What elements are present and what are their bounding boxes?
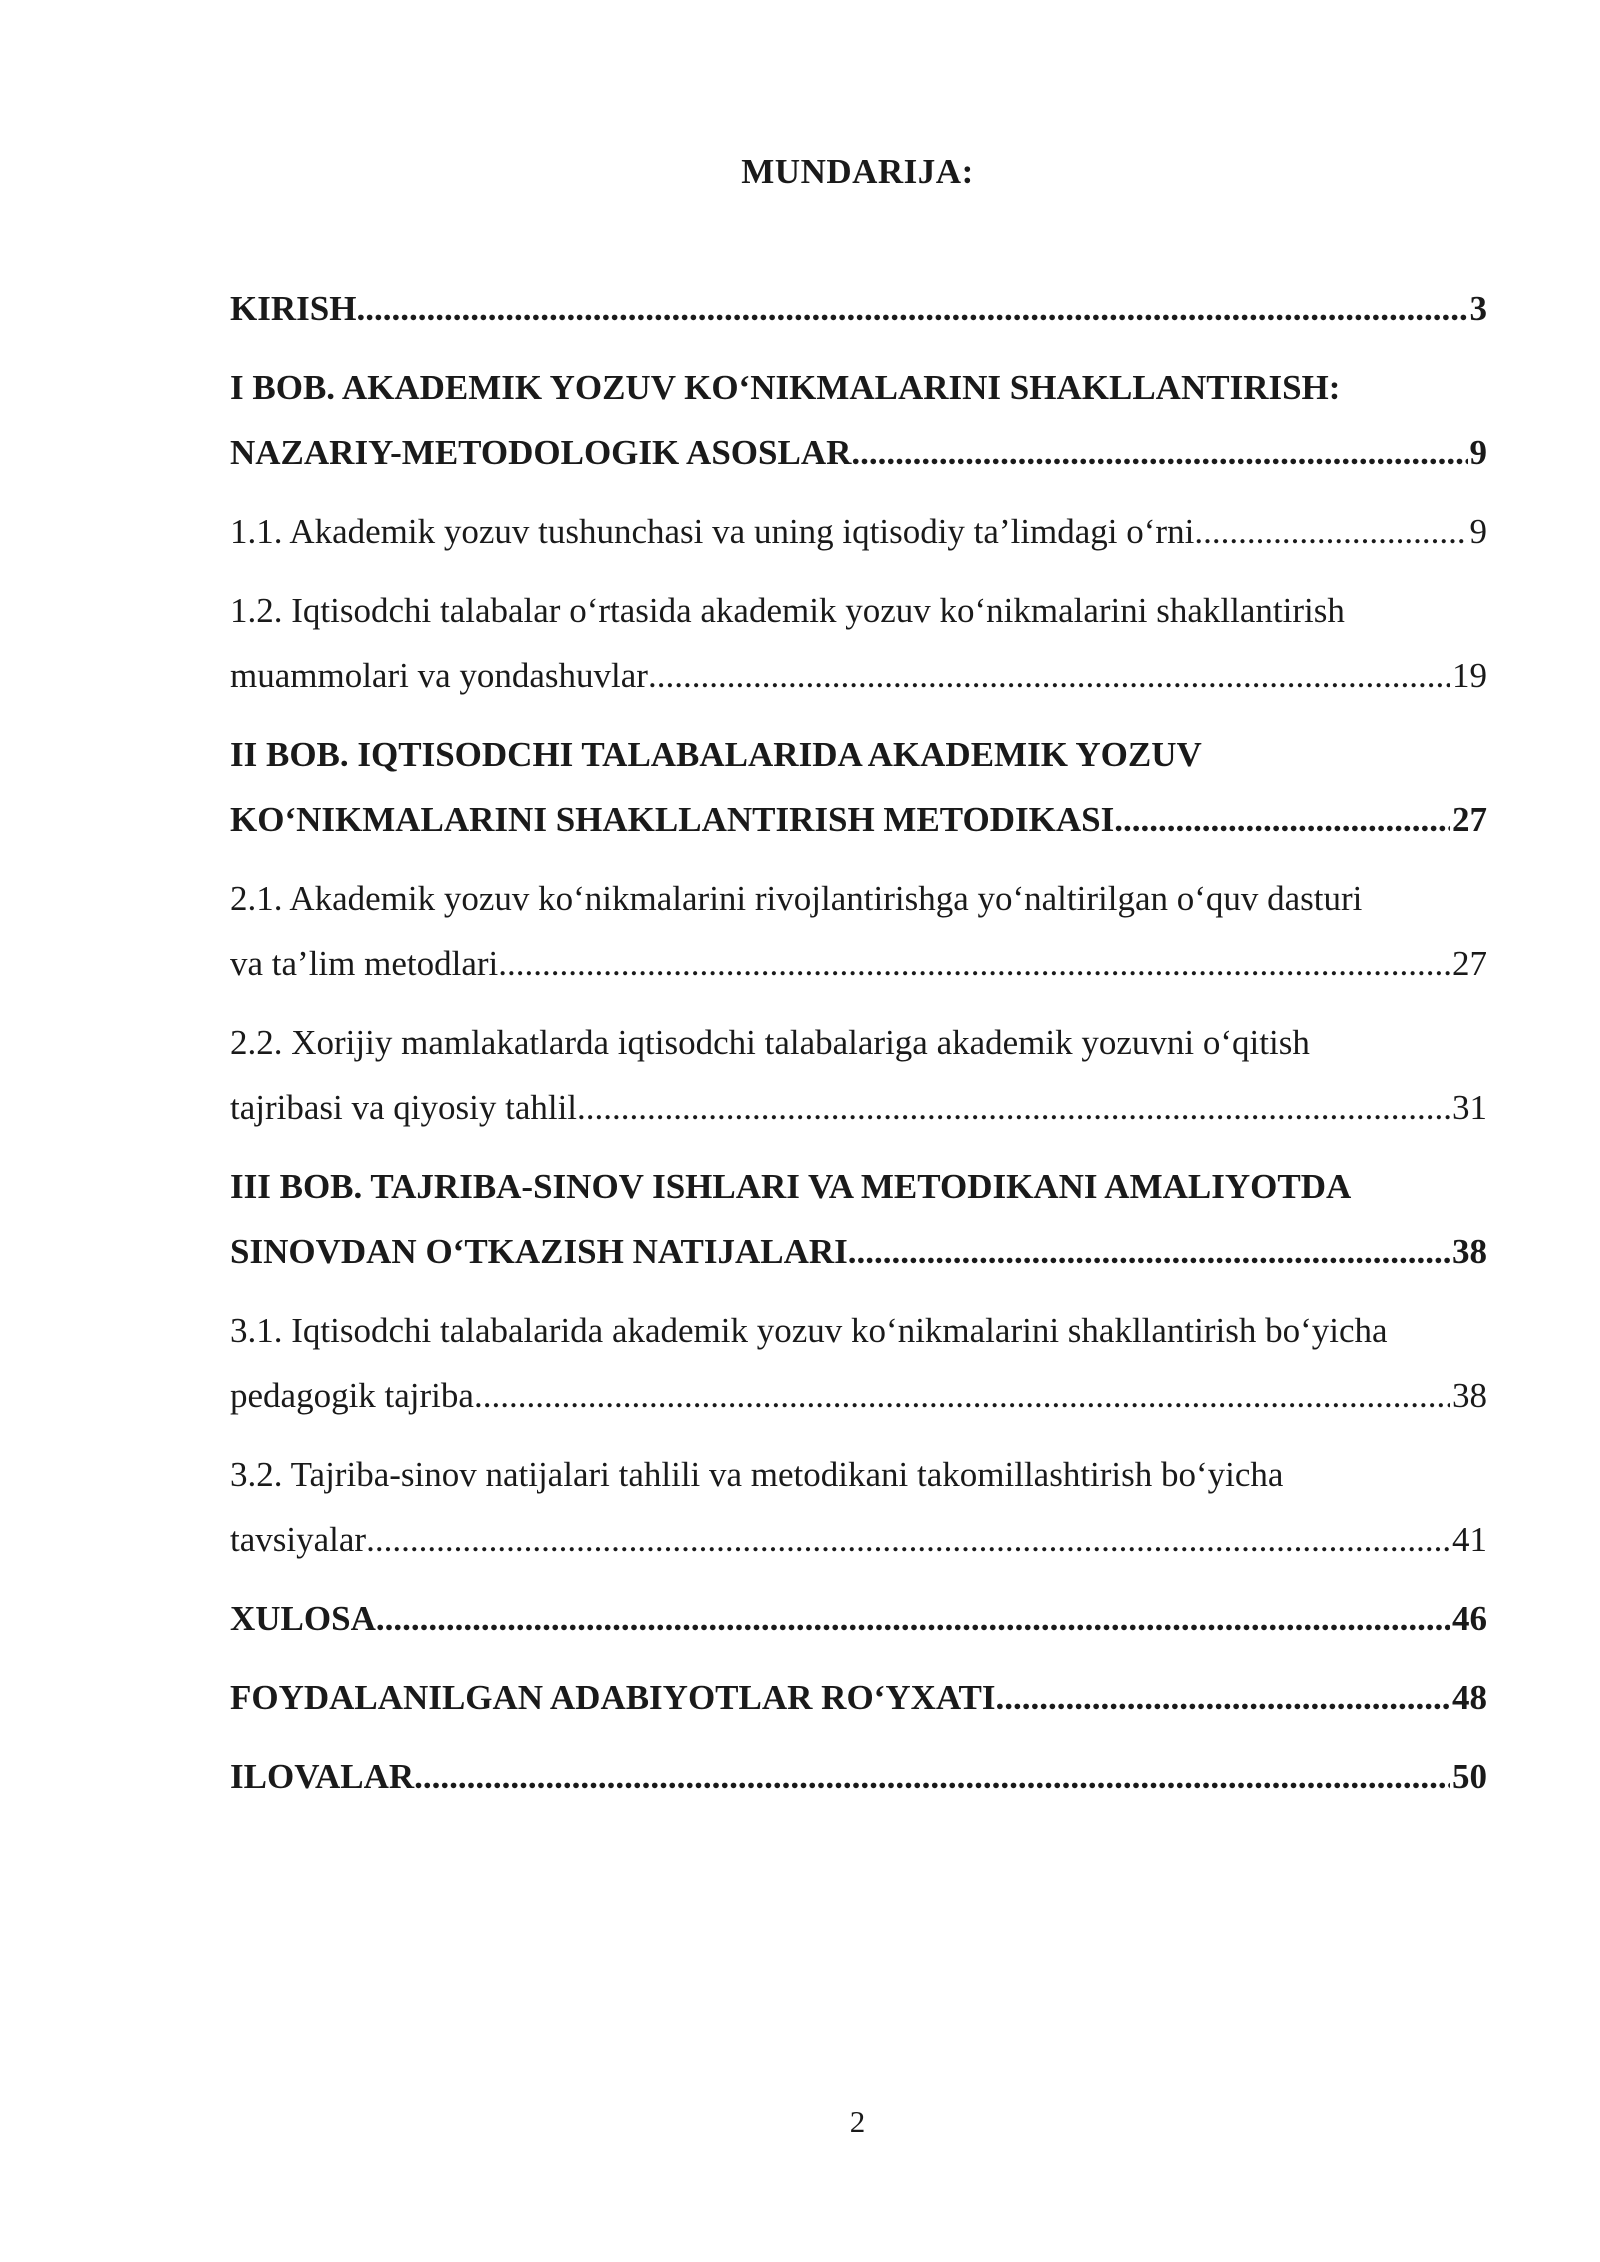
toc-page-number: 38 bbox=[1452, 1232, 1487, 1271]
toc-entry-title: XULOSA bbox=[230, 1599, 376, 1638]
toc-entry-title: va ta’lim metodlari bbox=[230, 944, 499, 983]
toc-page-number: 9 bbox=[1469, 433, 1487, 472]
toc-entry[interactable] bbox=[230, 355, 1487, 485]
dot-leader bbox=[648, 643, 1450, 708]
toc-page-number: 3 bbox=[1469, 289, 1487, 328]
toc-entry-title: tajribasi va qiyosiy tahlil bbox=[230, 1088, 578, 1127]
table-of-contents bbox=[230, 276, 1487, 1823]
toc-entry[interactable] bbox=[230, 1010, 1487, 1140]
toc-entry-text: II BOB. IQTISODCHI TALABALARIDA AKADEMIK YOZUV bbox=[230, 735, 1202, 774]
dot-leader bbox=[366, 1507, 1450, 1572]
dot-leader bbox=[498, 931, 1450, 996]
dot-leader bbox=[996, 1665, 1450, 1730]
toc-entry-title: 1.1. Akademik yozuv tushunchasi va uning iqtisodiy ta’limdagi o‘rni bbox=[230, 512, 1195, 551]
dot-leader bbox=[851, 420, 1467, 485]
toc-entry-title: tavsiyalar bbox=[230, 1520, 367, 1559]
toc-entry-text: 2.1. Akademik yozuv ko‘nikmalarini rivojlantirishga yo‘naltirilgan o‘quv dasturi bbox=[230, 879, 1363, 918]
toc-page-number: 41 bbox=[1452, 1520, 1487, 1559]
toc-entry-text: 3.1. Iqtisodchi talabalarida akademik yozuv ko‘nikmalarini shakllantirish bo‘yicha bbox=[230, 1311, 1388, 1350]
toc-page-number: 38 bbox=[1452, 1376, 1487, 1415]
toc-entry-title: FOYDALANILGAN ADABIYOTLAR RO‘YXATI bbox=[230, 1678, 996, 1717]
toc-entry-title: KIRISH bbox=[230, 289, 357, 328]
dot-leader bbox=[1114, 787, 1450, 852]
toc-page-number: 46 bbox=[1452, 1599, 1487, 1638]
toc-entry-text: I BOB. AKADEMIK YOZUV KO‘NIKMALARINI SHAKLLANTIRISH: bbox=[230, 368, 1341, 407]
toc-page-number: 27 bbox=[1452, 944, 1487, 983]
toc-entry-text: 1.2. Iqtisodchi talabalar o‘rtasida akademik yozuv ko‘nikmalarini shakllantirish bbox=[230, 591, 1345, 630]
toc-entry[interactable] bbox=[230, 1586, 1487, 1651]
toc-entry-title: muammolari va yondashuvlar bbox=[230, 656, 648, 695]
toc-page-number: 27 bbox=[1452, 800, 1487, 839]
toc-entry[interactable] bbox=[230, 499, 1487, 564]
dot-leader bbox=[474, 1363, 1450, 1428]
toc-entry-text: 3.2. Tajriba-sinov natijalari tahlili va metodikani takomillashtirish bo‘yicha bbox=[230, 1455, 1284, 1494]
dot-leader bbox=[1194, 499, 1467, 564]
toc-entry-title: ILOVALAR bbox=[230, 1757, 415, 1796]
page-number-footer: 2 bbox=[849, 2104, 866, 2139]
toc-entry-title: KO‘NIKMALARINI SHAKLLANTIRISH METODIKASI bbox=[230, 800, 1115, 839]
dot-leader bbox=[356, 276, 1467, 341]
toc-entry-text: III BOB. TAJRIBA-SINOV ISHLARI VA METODIKANI AMALIYOTDA bbox=[230, 1167, 1352, 1206]
toc-page-number: 31 bbox=[1452, 1088, 1487, 1127]
toc-entry[interactable] bbox=[230, 1744, 1487, 1809]
dot-leader bbox=[848, 1219, 1450, 1284]
toc-entry-title: NAZARIY-METODOLOGIK ASOSLAR bbox=[230, 433, 852, 472]
toc-entry[interactable] bbox=[230, 1154, 1487, 1284]
toc-entry[interactable] bbox=[230, 1665, 1487, 1730]
toc-page-number: 50 bbox=[1452, 1757, 1487, 1796]
toc-entry[interactable] bbox=[230, 276, 1487, 341]
dot-leader bbox=[577, 1075, 1450, 1140]
dot-leader bbox=[376, 1586, 1450, 1651]
toc-entry-text: 2.2. Xorijiy mamlakatlarda iqtisodchi talabalariga akademik yozuvni o‘qitish bbox=[230, 1023, 1310, 1062]
toc-entry[interactable] bbox=[230, 1442, 1487, 1572]
toc-page-number: 48 bbox=[1452, 1678, 1487, 1717]
toc-entry-title: SINOVDAN O‘TKAZISH NATIJALARI bbox=[230, 1232, 848, 1271]
toc-entry[interactable] bbox=[230, 1298, 1487, 1428]
toc-page-number: 9 bbox=[1469, 512, 1487, 551]
toc-title: MUNDARIJA: bbox=[741, 152, 974, 191]
toc-entry-title: pedagogik tajriba bbox=[230, 1376, 474, 1415]
toc-entry[interactable] bbox=[230, 578, 1487, 708]
toc-entry[interactable] bbox=[230, 866, 1487, 996]
toc-entry[interactable] bbox=[230, 722, 1487, 852]
dot-leader bbox=[414, 1744, 1450, 1809]
toc-page-number: 19 bbox=[1452, 656, 1487, 695]
